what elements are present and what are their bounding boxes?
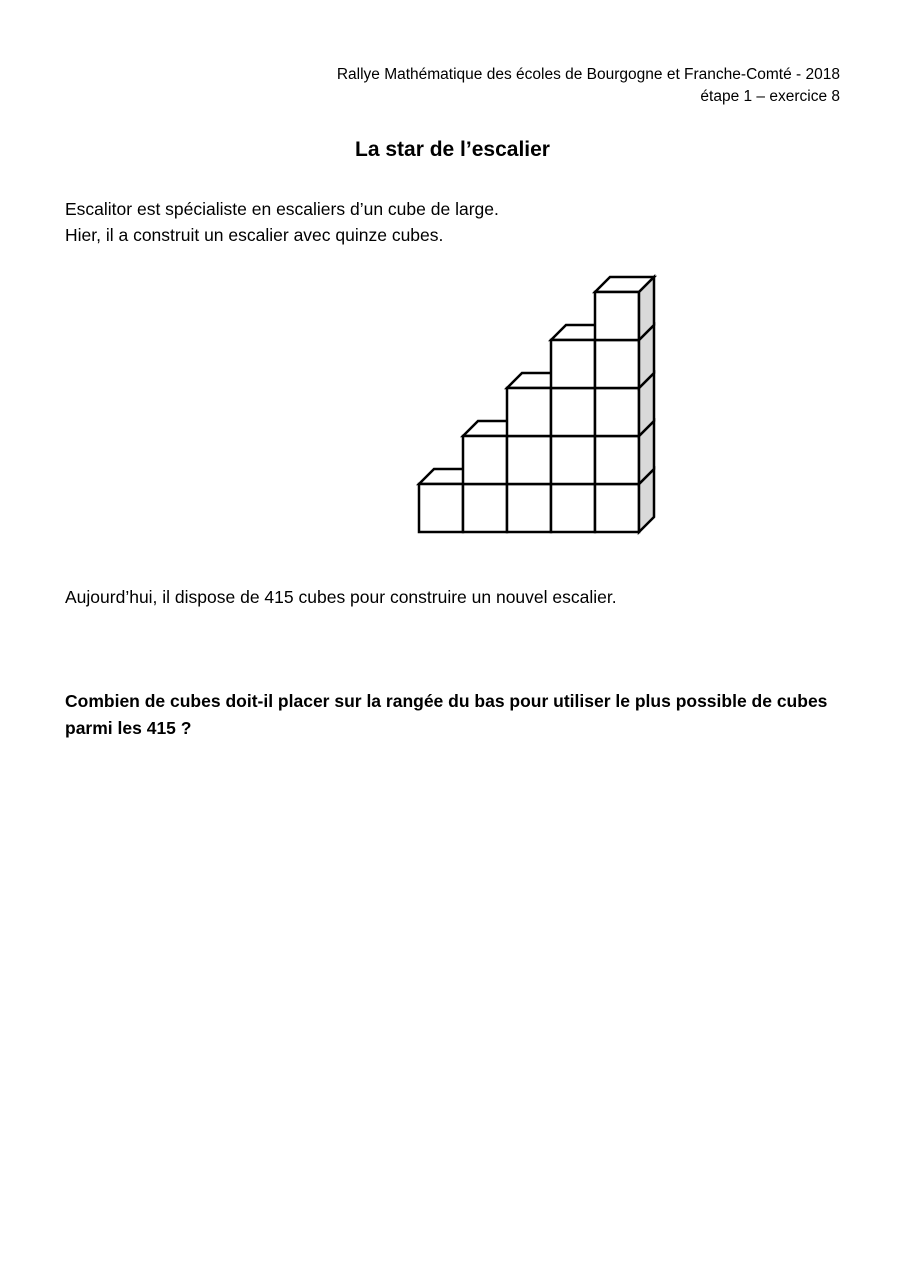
cube-front-face xyxy=(595,340,639,388)
intro-line-1: Escalitor est spécialiste en escaliers d’un cube de large. xyxy=(65,199,499,219)
cube-front-face xyxy=(507,484,551,532)
today-paragraph: Aujourd’hui, il dispose de 415 cubes pour construire un nouvel escalier. xyxy=(65,587,617,607)
cube-front-face xyxy=(551,436,595,484)
cube-front-face xyxy=(419,484,463,532)
intro-paragraph xyxy=(65,196,840,248)
cube-front-face xyxy=(507,388,551,436)
cube-front-face xyxy=(595,388,639,436)
staircase-figure xyxy=(400,262,670,547)
header-stage: étape 1 – exercice 8 xyxy=(700,88,840,105)
cube-front-face xyxy=(507,436,551,484)
cube-front-face xyxy=(595,436,639,484)
cube-front-face xyxy=(463,484,507,532)
cube-front-face xyxy=(551,484,595,532)
intro-line-2: Hier, il a construit un escalier avec quinze cubes. xyxy=(65,225,444,245)
cube-front-face xyxy=(595,292,639,340)
cube-front-face xyxy=(551,340,595,388)
staircase-drawing xyxy=(400,262,670,542)
cube-front-face xyxy=(551,388,595,436)
cube-front-face xyxy=(463,436,507,484)
question-paragraph: Combien de cubes doit-il placer sur la rangée du bas pour utiliser le plus possible de cubes parmi les 415 ? xyxy=(65,691,828,738)
document-header xyxy=(337,64,840,108)
cube-front-face xyxy=(595,484,639,532)
exercise-title: La star de l’escalier xyxy=(355,138,550,161)
header-competition: Rallye Mathématique des écoles de Bourgogne et Franche-Comté - 2018 xyxy=(336,66,840,83)
